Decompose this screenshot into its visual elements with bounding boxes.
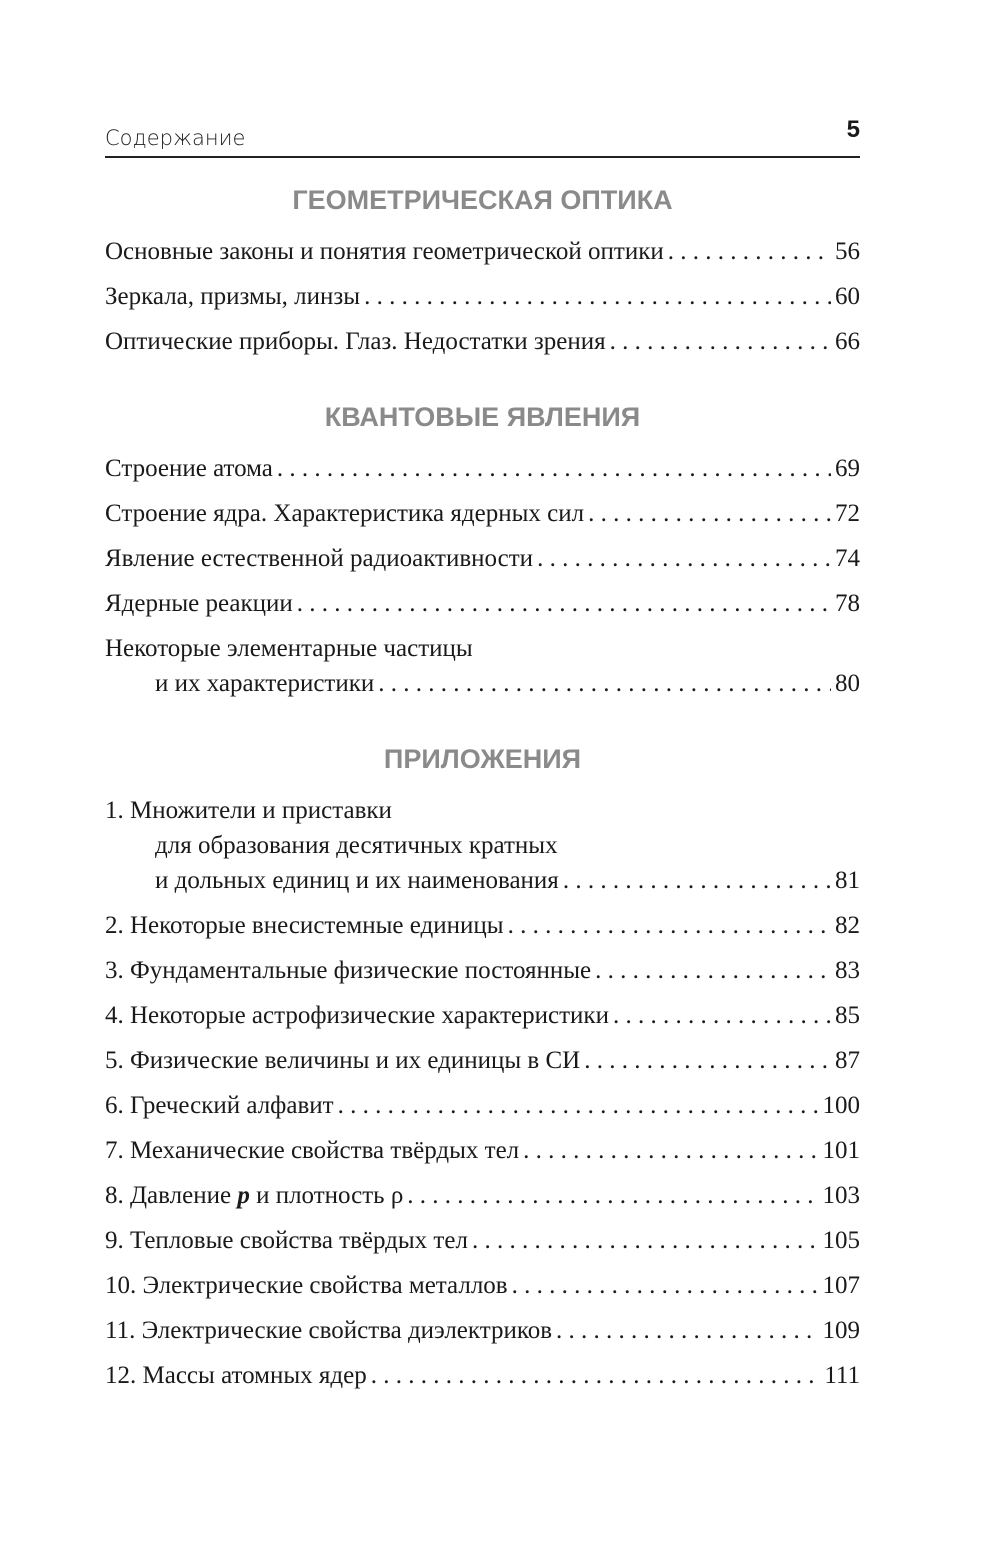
- toc-page-number: 101: [822, 1137, 860, 1164]
- toc-entry-line: [105, 451, 860, 486]
- toc-entry-line: [105, 586, 860, 621]
- toc-entry-line: [105, 1088, 860, 1123]
- toc-entry-label: Ядерные реакции: [105, 590, 293, 617]
- toc-entry: [105, 1223, 860, 1258]
- toc-entry-label: 6. Греческий алфавит: [105, 1092, 334, 1119]
- dot-leader: [595, 953, 831, 988]
- toc-entry-line: [105, 631, 860, 666]
- toc-entry-label: 4. Некоторые астрофизические характеристики: [105, 1002, 609, 1029]
- toc-entry-label: 5. Физические величины и их единицы в СИ: [105, 1047, 581, 1074]
- toc-section: [105, 178, 860, 359]
- toc-entry-label: 12. Массы атомных ядер: [105, 1362, 367, 1389]
- toc-entry-line: [105, 1133, 860, 1168]
- dot-leader: [297, 586, 831, 621]
- toc-page-number: 74: [835, 545, 860, 572]
- dot-leader: [508, 908, 831, 943]
- toc-entry-line: [105, 1223, 860, 1258]
- dot-leader: [613, 998, 831, 1033]
- label-part: 8. Давление: [105, 1182, 238, 1209]
- toc-entry-line: [105, 793, 860, 828]
- dot-leader: [378, 666, 831, 701]
- toc-entry: [105, 1178, 860, 1213]
- toc-entry-label: и дольных единиц и их наименования: [155, 867, 559, 894]
- toc-entry: [105, 908, 860, 943]
- toc-entry-line: [105, 908, 860, 943]
- toc-page-number: 105: [822, 1227, 860, 1254]
- dot-leader: [668, 234, 831, 269]
- toc-entry: [105, 1313, 860, 1348]
- toc-entry-line: [105, 828, 860, 863]
- toc-entry: [105, 1088, 860, 1123]
- label-part: и плотность ρ: [249, 1182, 404, 1209]
- dot-leader: [371, 1358, 821, 1393]
- toc-page-number: 60: [835, 283, 860, 310]
- toc-entry-label: 9. Тепловые свойства твёрдых тел: [105, 1227, 468, 1254]
- toc-entry-line: [105, 1178, 860, 1213]
- toc-entry: [105, 541, 860, 576]
- toc-page-number: 100: [822, 1092, 860, 1119]
- page-number: 5: [846, 116, 860, 143]
- dot-leader: [556, 1313, 818, 1348]
- dot-leader: [588, 496, 831, 531]
- toc-page-number: 107: [822, 1272, 860, 1299]
- toc-page-number: 109: [822, 1317, 860, 1344]
- toc-entry: [105, 324, 860, 359]
- toc-entry-label: 3. Фундаментальные физические постоянные: [105, 957, 592, 984]
- toc-page-number: 80: [835, 670, 860, 697]
- toc-page-number: 82: [835, 912, 860, 939]
- toc-section: [105, 737, 860, 1393]
- toc-entry: [105, 496, 860, 531]
- section-title: ГЕОМЕТРИЧЕСКАЯ ОПТИКА: [292, 185, 673, 215]
- toc-entry-line: [105, 998, 860, 1033]
- dot-leader: [537, 541, 831, 576]
- toc-entry: [105, 586, 860, 621]
- toc-entry-line: [105, 863, 860, 898]
- section-title: ПРИЛОЖЕНИЯ: [383, 744, 582, 774]
- toc-page-number: 66: [835, 328, 860, 355]
- toc-page-number: 69: [835, 455, 860, 482]
- toc-entry-label: и их характеристики: [155, 670, 375, 697]
- toc-entry-label: [105, 1178, 403, 1213]
- toc-entry: [105, 451, 860, 486]
- toc-entry-label: Строение атома: [105, 455, 273, 482]
- toc-entry: [105, 631, 860, 701]
- toc-page-number: 78: [835, 590, 860, 617]
- toc-entry-line: [105, 953, 860, 988]
- toc-entry-label: Оптические приборы. Глаз. Недостатки зрения: [105, 328, 606, 355]
- toc-section: [105, 395, 860, 701]
- toc-page-number: 85: [835, 1002, 860, 1029]
- toc-page-number: 72: [835, 500, 860, 527]
- toc-entry-line: [105, 1043, 860, 1078]
- dot-leader: [277, 451, 831, 486]
- toc-entry: [105, 953, 860, 988]
- toc-page-number: 56: [835, 238, 860, 265]
- running-header-title: Содержание: [105, 126, 246, 150]
- toc-entry: [105, 1358, 860, 1393]
- toc-entry-line: [105, 1313, 860, 1348]
- toc-entry-line: [105, 279, 860, 314]
- running-header: [105, 118, 860, 158]
- toc-entry-line: [105, 1268, 860, 1303]
- toc-entry-label: 7. Механические свойства твёрдых тел: [105, 1137, 520, 1164]
- toc-page-number: 81: [835, 867, 860, 894]
- dot-leader: [584, 1043, 831, 1078]
- toc-entry-label: 2. Некоторые внесистемные единицы: [105, 912, 504, 939]
- toc-entry-label: для образования десятичных кратных: [155, 832, 558, 859]
- toc-entry-label: 11. Электрические свойства диэлектриков: [105, 1317, 553, 1344]
- toc-entry: [105, 1268, 860, 1303]
- dot-leader: [472, 1223, 819, 1258]
- toc-entry-line: [105, 496, 860, 531]
- toc-entry-line: [105, 324, 860, 359]
- toc-entry-line: [105, 666, 860, 701]
- toc-page-number: 87: [835, 1047, 860, 1074]
- dot-leader: [610, 324, 831, 359]
- toc-entry-label: Некоторые элементарные частицы: [105, 635, 473, 662]
- toc-entry-line: [105, 541, 860, 576]
- toc-entry-line: [105, 1358, 860, 1393]
- dot-leader: [563, 863, 831, 898]
- toc-entry-label: Основные законы и понятия геометрической оптики: [105, 238, 664, 265]
- toc-entry-label: 1. Множители и приставки: [105, 797, 392, 824]
- toc-entry: [105, 998, 860, 1033]
- toc-entry-label: Зеркала, призмы, линзы: [105, 283, 361, 310]
- toc-entry-line: [105, 234, 860, 269]
- dot-leader: [407, 1178, 818, 1213]
- toc-entry: [105, 1043, 860, 1078]
- toc-page-number: 83: [835, 957, 860, 984]
- toc-entry-label: Явление естественной радиоактивности: [105, 545, 534, 572]
- table-of-contents: [105, 178, 860, 1429]
- section-title: КВАНТОВЫЕ ЯВЛЕНИЯ: [324, 402, 641, 432]
- dot-leader: [338, 1088, 819, 1123]
- dot-leader: [512, 1268, 819, 1303]
- toc-page-number: 111: [824, 1362, 860, 1389]
- symbol-pressure: p: [237, 1182, 250, 1209]
- toc-entry: [105, 793, 860, 898]
- toc-entry-label: 10. Электрические свойства металлов: [105, 1272, 508, 1299]
- dot-leader: [523, 1133, 818, 1168]
- dot-leader: [364, 279, 831, 314]
- toc-entry: [105, 234, 860, 269]
- toc-entry: [105, 1133, 860, 1168]
- toc-entry-label: Строение ядра. Характеристика ядерных сил: [105, 500, 585, 527]
- toc-entry: [105, 279, 860, 314]
- toc-page-number: 103: [822, 1182, 860, 1209]
